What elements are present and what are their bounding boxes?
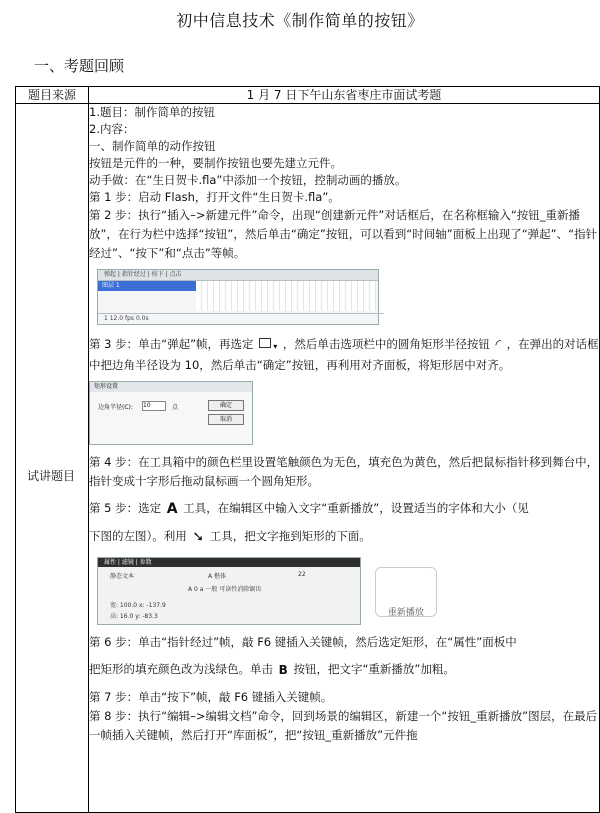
content-line: 按钮是元件的一种，要制作按钮也要先建立元件。 <box>89 156 342 170</box>
step4-text: 第 4 步：在工具箱中的颜色栏里设置笔触颜色为无色，填充色为黄色，然后把鼠标指针移到舞台中，指针变成十字形后拖动鼠标画一个圆角矩形。 <box>89 455 599 488</box>
topic-label: 试讲题目 <box>26 469 75 483</box>
properties-font: A 楷体 <box>208 573 227 580</box>
content-line: 2.内容： <box>89 122 135 136</box>
step5-part-a: 第 5 步：选定 <box>89 501 162 515</box>
step6-text: 第 6 步：单击“指针经过”帧，敲 F6 键插入关键帧，然后选定矩形，在“属性”面板中 <box>89 635 517 649</box>
document-title: 初中信息技术《制作简单的按钮》 <box>176 11 424 30</box>
timeline-status: 1 12.0 fps 0.0s <box>98 313 384 324</box>
source-label: 题目来源 <box>16 87 89 104</box>
step3-part-c: ，在弹出的对话框中把边角半径设为 10，然后单击“确定”按钮，再利用对齐面板，将矩形居中对齐。 <box>89 337 599 372</box>
source-row <box>16 87 600 104</box>
properties-text-type: 静态文本 <box>110 573 135 580</box>
corner-radius-icon: ◜ <box>495 337 501 353</box>
dialog-title: 矩形设置 <box>90 382 252 392</box>
topic-row <box>16 104 600 813</box>
step5-text <box>89 499 599 519</box>
content-line: 一、制作简单的动作按钮 <box>89 139 216 153</box>
topic-label-cell <box>16 104 89 813</box>
step6-text-continued <box>89 660 599 680</box>
step5-part-c: 下图的左图）。利用 <box>89 529 187 543</box>
properties-height: 高: 16.0 y: -83.3 <box>110 613 158 620</box>
properties-size: 22 <box>298 571 306 578</box>
timeline-layer: 图层 1 <box>98 281 198 291</box>
step5-part-b: 工具，在编辑区中输入文字“重新播放”，设置适当的字体和大小（见 <box>183 501 529 515</box>
text-tool-icon: A <box>166 501 178 517</box>
step2-text: 第 2 步：执行“插入–>新建元件”命令，出现“创建新元件”对话框后，在名称框输入“按钮_重新播放”，在行为栏中选择“按钮”，然后单击“确定”按钮，可以看到“时间轴”面板上出现了“弹起”、“指针经过”、“按下”和“点击”等帧。 <box>89 208 598 260</box>
dialog-unit: 点 <box>172 404 179 411</box>
bold-icon: B <box>278 663 288 677</box>
rectangle-tool-icon <box>259 338 271 348</box>
dialog-cancel-button: 取消 <box>208 414 244 425</box>
dialog-ok-button: 确定 <box>208 400 244 411</box>
properties-figure <box>89 551 599 633</box>
step3-text <box>89 335 599 375</box>
timeline-screenshot <box>97 269 379 325</box>
section-title: 一、考题回顾 <box>34 57 125 75</box>
step3-part-b: ，然后单击选项栏中的圆角矩形半径按钮 <box>282 337 490 351</box>
step5-part-d: 工具，把文字拖到矩形的下面。 <box>209 529 371 543</box>
properties-width: 宽: 100.0 x: -137.9 <box>110 602 166 609</box>
topic-content <box>89 104 600 813</box>
step8-text: 第 8 步：执行“编辑–>编辑文档”命令，回到场景的编辑区，新建一个“按钮_重新播放”图层，在最后一帧插入关键帧，然后打开“库面板”，把“按钮_重新播放”元件拖 <box>89 709 598 742</box>
content-line: 1.题目：制作简单的按钮 <box>89 105 215 119</box>
source-value: 1 月 7 日下午山东省枣庄市面试考题 <box>89 87 600 104</box>
dialog-radius-input: 10 <box>142 401 166 411</box>
button-preview: 重新播放 <box>375 567 437 617</box>
rectangle-settings-dialog <box>89 381 253 445</box>
timeline-frame-tabs: 弹起 | 指针经过 | 按下 | 点击 <box>98 270 378 281</box>
dialog-radius-label: 边角半径(C): <box>98 404 133 411</box>
exam-table <box>15 86 600 813</box>
step7-text: 第 7 步：单击“按下”帧，敲 F6 键插入关键帧。 <box>89 690 333 704</box>
step6-part-c: 按钮，把文字“重新播放”加粗。 <box>293 662 455 676</box>
step6-part-b: 把矩形的填充颜色改为浅绿色。单击 <box>89 662 273 676</box>
content-line: 动手做：在“生日贺卡.fla”中添加一个按钮，控制动画的播放。 <box>89 173 407 187</box>
dropdown-arrow-icon: ▾ <box>273 342 278 351</box>
step5-text-continued <box>89 527 599 547</box>
selection-tool-icon: ➘ <box>192 529 205 545</box>
properties-panel-screenshot <box>97 557 361 625</box>
properties-tabs: 属性 | 滤镜 | 参数 <box>98 558 360 567</box>
timeline-frame-grid <box>196 281 376 311</box>
properties-row2: A 0 a 一般 可读性消除锯齿 <box>188 586 262 593</box>
step3-part-a: 第 3 步：单击“弹起”帧，再选定 <box>89 337 254 351</box>
content-line: 第 1 步：启动 Flash，打开文件“生日贺卡.fla”。 <box>89 190 340 204</box>
